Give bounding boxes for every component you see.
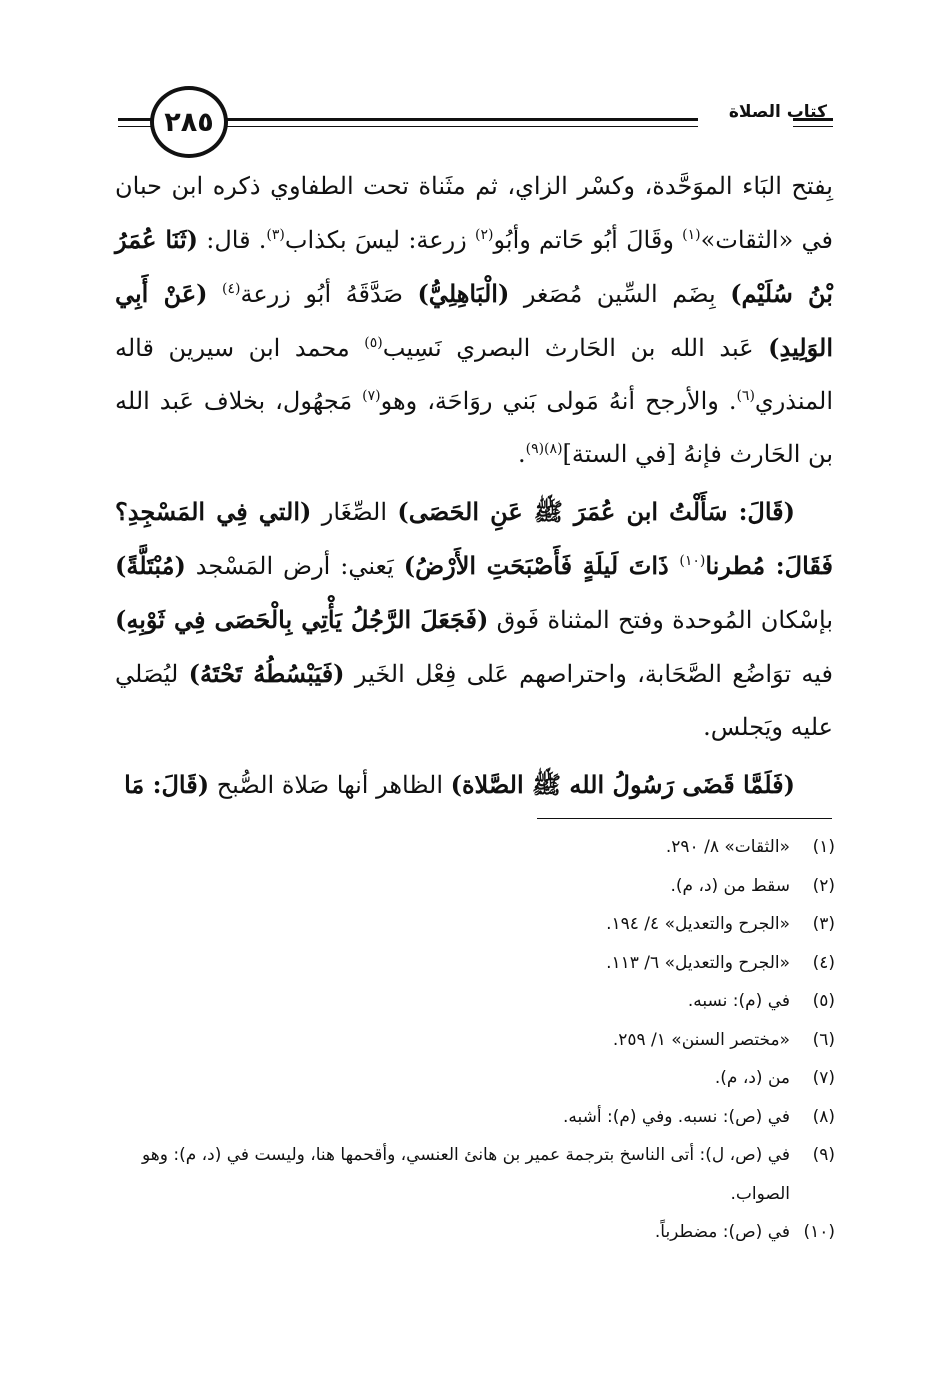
- footnote-2: (٢) سقط من (د، م).: [670, 875, 835, 896]
- header-rule-right: [226, 118, 698, 121]
- page-header: [0, 0, 945, 160]
- header-rule-end-thin: [793, 126, 833, 127]
- paragraph-1: بِفتح البَاء الموَحَّدة، وكسْر الزاي، ثم مثَناة تحت الطفاوي ذكره ابن حبان في «الثقات»$^{(١)}$ وقَالَ أبُو حَاتم وأبُو$^{(٢)}$ زرعة: ليسَ بكذاب$^{(٣)}$. قال: (ثَنَا عُمَرُ بْنُ سُلَيْم) بِضَم السِّين مُصَغر (الْبَاهِلِيُّ) صَدَّقَهُ أبُو زرعة$^{(٤)}$ (عَنْ أَبِي الوَلِيدِ) عَبد الله بن الحَارث البصري نَسِيب$^{(٥)}$ محمد ابن سيرين قاله المنذري$^{(٦)}$. والأرجح أنهُ مَولى بَني روَاحَة، وهو$^{(٧)}$ مَجهُول، بخلاف عَبد الله بن الحَارث فإنهُ [في الستة]$^{(٨)(٩)}$.: [115, 172, 833, 468]
- footnotes: [100, 828, 835, 1252]
- footnote-6: (٦) «مختصر السنن» ١/ ٢٥٩.: [612, 1029, 835, 1050]
- footnote-1: (١) «الثقات» ٨/ ٢٩٠.: [665, 837, 835, 857]
- paragraph-3: (فَلَمَّا قَضَى رَسُولُ الله ﷺ الصَّلاة) الظاهر أنها صَلاة الصُّبح (قَالَ: مَا: [124, 770, 795, 799]
- running-head: كتاب الصلاة: [728, 102, 827, 122]
- paragraph-2: (قَالَ: سَأَلْتُ ابن عُمَرَ ﷺ عَنِ الحَصَى) الصِّغَار (التي فِي المَسْجِدِ؟ فَقَالَ: مُطرنا$^{(١٠)}$ ذَاتَ لَيلَةٍ فَأَصْبَحَتِ الأَرْضُ) يَعني: أرض المَسْجد (مُبْتَلَّةً) بإسْكان المُوحدة وفتح المثناة فَوق (فَجَعَلَ الرَّجُلُ يَأْتِي بِالْحَصَى فِي ثَوْبِهِ) فيه توَاضُع الصَّحَابة، واحتراصهم عَلى فِعْل الخَير (فَيَبْسُطُهُ تَحْتَهُ) ليُصَلي عليه ويَجلس.: [115, 497, 834, 741]
- footnote-7: (٧) من (د، م).: [714, 1068, 835, 1088]
- main-text: [115, 160, 833, 812]
- footnote-3: (٣) «الجرح والتعديل» ٤/ ١٩٤.: [606, 914, 835, 934]
- footnote-5: (٥) في (م): نسبه.: [687, 991, 835, 1011]
- footnote-9: (٩) في (ص، ل): أتى الناسخ بترجمة عمير بن هانئ العنسي، وأقحمها هنا، وليست في (د، م): وهو الصواب.: [142, 1145, 835, 1204]
- footnote-8: (٨) في (ص): نسبه. وفي (م): أشبه.: [562, 1106, 835, 1127]
- page-number: ٢٨٥: [150, 86, 228, 158]
- header-rule-right-thin: [226, 126, 698, 127]
- footnote-4: (٤) «الجرح والتعديل» ٦/ ١١٣.: [606, 952, 835, 973]
- footnote-10: (١٠) في (ص): مضطرباً.: [654, 1222, 835, 1242]
- footnote-separator: [537, 818, 832, 819]
